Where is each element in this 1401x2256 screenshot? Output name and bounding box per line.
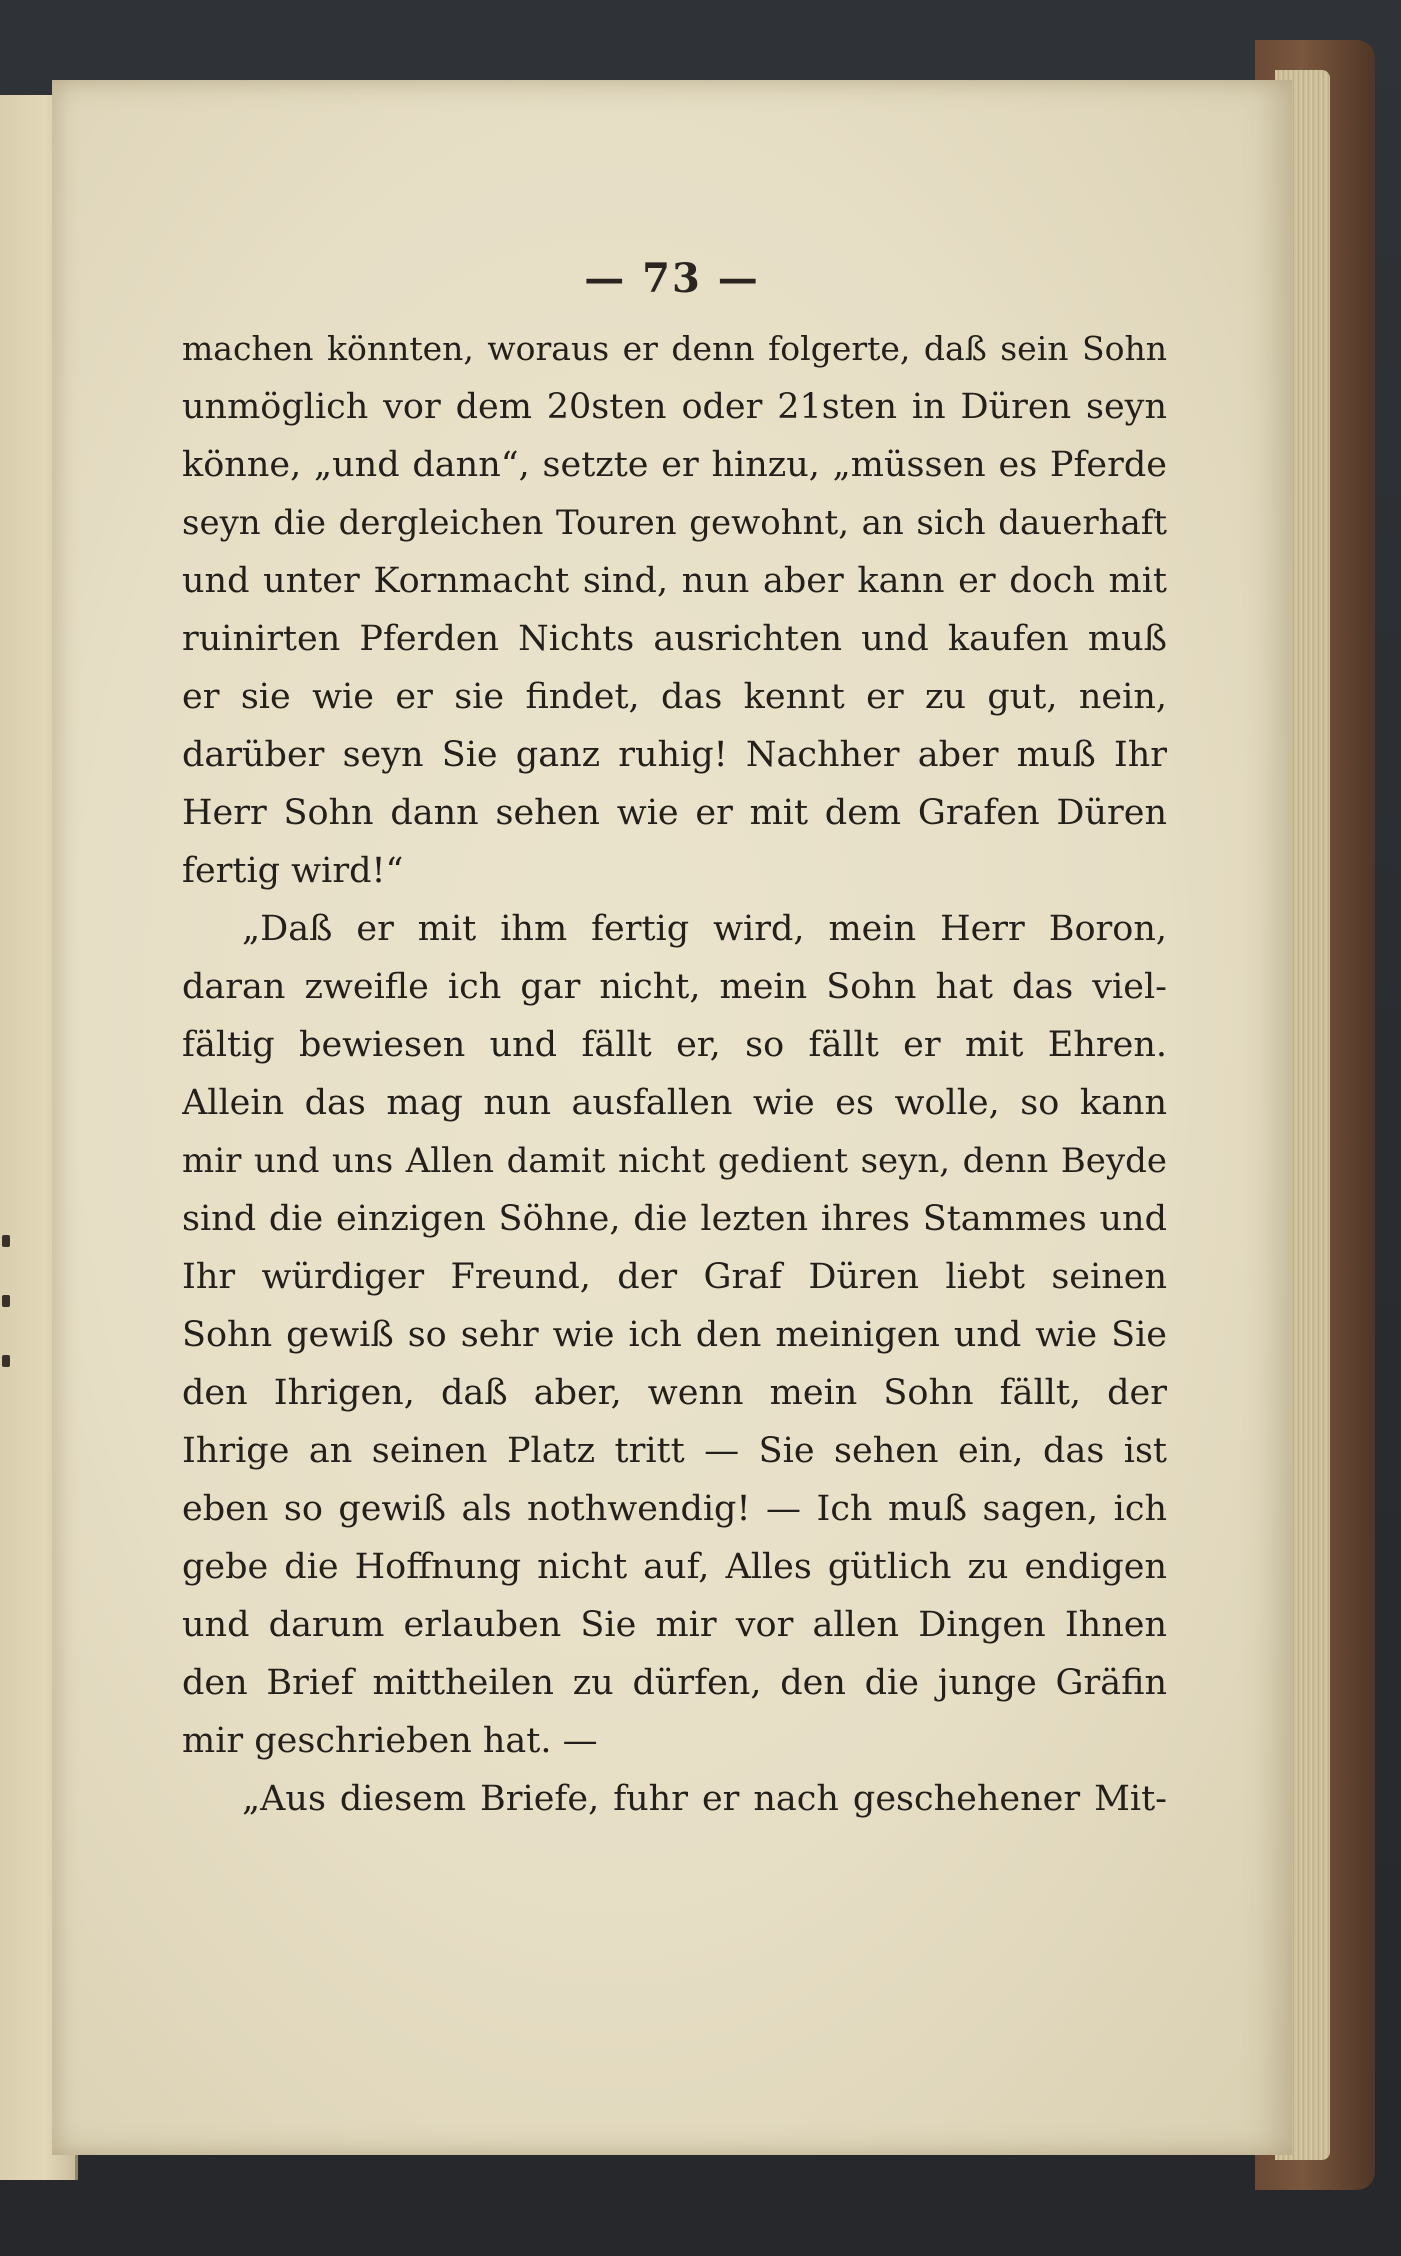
text-line: mir geschrieben hat. — [182, 1721, 598, 1761]
text-line: Herr Sohn dann sehen wie er mit dem Grafen Düren [182, 793, 1167, 833]
text-line: Ihr würdiger Freund, der Graf Düren liebt seinen [182, 1257, 1167, 1297]
text-line: machen könnten, woraus er denn folgerte, daß sein Sohn [182, 329, 1167, 368]
text-line: fertig wird!“ [182, 851, 404, 891]
text-line: „Daß er mit ihm fertig wird, mein Herr Boron, [242, 909, 1167, 949]
page-number-header: — 73 — [584, 255, 760, 302]
text-line: mir und uns Allen damit nicht gedient seyn, denn Beyde [182, 1141, 1167, 1181]
text-line: er sie wie er sie findet, das kennt er zu gut, nein, [182, 677, 1167, 717]
text-line: den Brief mittheilen zu dürfen, den die junge Gräfin [182, 1663, 1167, 1703]
text-line: darüber seyn Sie ganz ruhig! Nachher aber muß Ihr [182, 735, 1167, 775]
text-line: und darum erlauben Sie mir vor allen Dingen Ihnen [182, 1605, 1167, 1645]
text-line: unmöglich vor dem 20sten oder 21sten in Düren seyn [182, 387, 1167, 427]
text-line: sind die einzigen Söhne, die lezten ihres Stammes und [182, 1199, 1167, 1239]
text-line: fältig bewiesen und fällt er, so fällt er mit Ehren. [182, 1025, 1167, 1065]
text-line: könne, „und dann“, setzte er hinzu, „müssen es Pferde [182, 445, 1167, 485]
text-line: ruinirten Pferden Nichts ausrichten und kaufen muß [182, 619, 1167, 659]
text-line: seyn die dergleichen Touren gewohnt, an sich dauerhaft [182, 503, 1167, 543]
left-page-ink-mark [2, 1355, 10, 1367]
text-line: „Aus diesem Briefe, fuhr er nach geschehener Mit- [242, 1779, 1167, 1819]
text-line: Sohn gewiß so sehr wie ich den meinigen und wie Sie [182, 1315, 1167, 1355]
left-page-ink-mark [2, 1295, 10, 1307]
text-line: Ihrige an seinen Platz tritt — Sie sehen ein, das ist [182, 1431, 1167, 1471]
book-page [52, 80, 1292, 2155]
left-page-ink-mark [2, 1235, 10, 1247]
text-line: gebe die Hoffnung nicht auf, Alles gütlich zu endigen [182, 1547, 1167, 1587]
body-text [182, 320, 1167, 1828]
text-line: eben so gewiß als nothwendig! — Ich muß sagen, ich [182, 1489, 1167, 1529]
text-line: Allein das mag nun ausfallen wie es wolle, so kann [182, 1083, 1167, 1123]
text-line: daran zweifle ich gar nicht, mein Sohn hat das viel- [182, 967, 1167, 1007]
text-line: den Ihrigen, daß aber, wenn mein Sohn fällt, der [182, 1373, 1167, 1413]
text-line: und unter Kornmacht sind, nun aber kann er doch mit [182, 561, 1167, 601]
